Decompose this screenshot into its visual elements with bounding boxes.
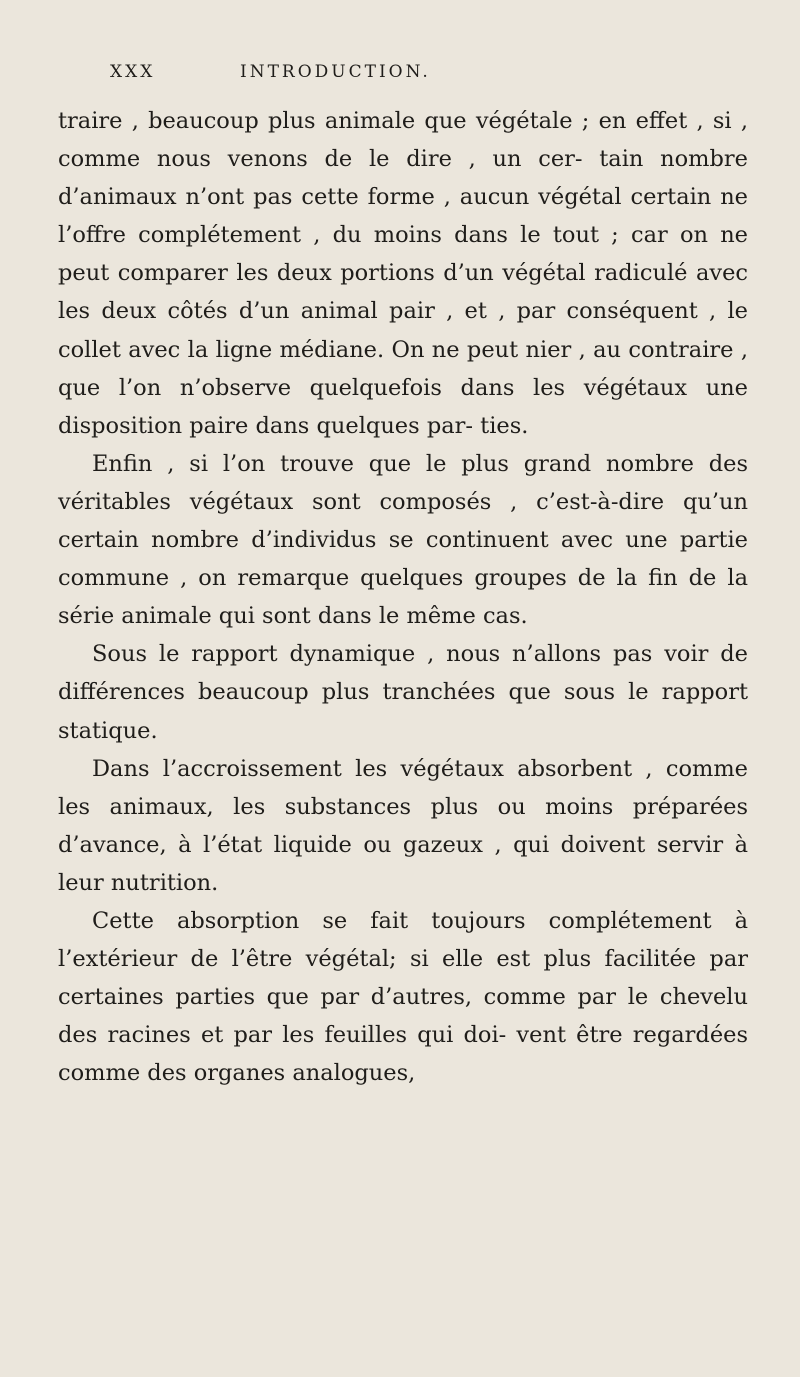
running-head: INTRODUCTION. (240, 62, 431, 82)
body-text (58, 102, 748, 1092)
paragraph-enfin: Enfin , si l’on trouve que le plus grand nombre des véritables végétaux sont composés , c’est-à-dire qu’un certain nombre d’individus se continuent avec une partie commune , on remarque quelques groupes de la fin de la série animale qui sont dans le même cas. (58, 450, 748, 630)
page-number: XXX (110, 62, 156, 82)
page-header (58, 62, 748, 102)
paragraph-accroissement: Dans l’accroissement les végétaux absorbent , comme les animaux, les substances plus ou moins préparées d’avance, à l’état liquide ou gazeux , qui doivent servir à leur nutrition. (58, 755, 748, 896)
paragraph-continuation: traire , beaucoup plus animale que végétale ; en effet , si , comme nous venons de le dire , un cer- tain nombre d’animaux n’ont pas cette forme , aucun végétal certain ne l’offre complétement , du moins dans le tout ; car on ne peut comparer les deux portions d’un végétal radiculé avec les deux côtés d’un animal pair , et , par conséquent , le collet avec la ligne médiane. On ne peut nier , au contraire , que l’on n’observe quelquefois dans les végétaux une disposition paire dans quelques par- ties. (58, 108, 748, 439)
paragraph-absorption: Cette absorption se fait toujours complétement à l’extérieur de l’être végétal; si elle est plus facilitée par certaines parties que par d’autres, comme par le chevelu des racines et par les feuilles qui doi- vent être regardées comme des organes analogues, (58, 907, 748, 1087)
paragraph-rapport-dynamique: Sous le rapport dynamique , nous n’allons pas voir de différences beaucoup plus tranchées que sous le rapport statique. (58, 641, 748, 744)
